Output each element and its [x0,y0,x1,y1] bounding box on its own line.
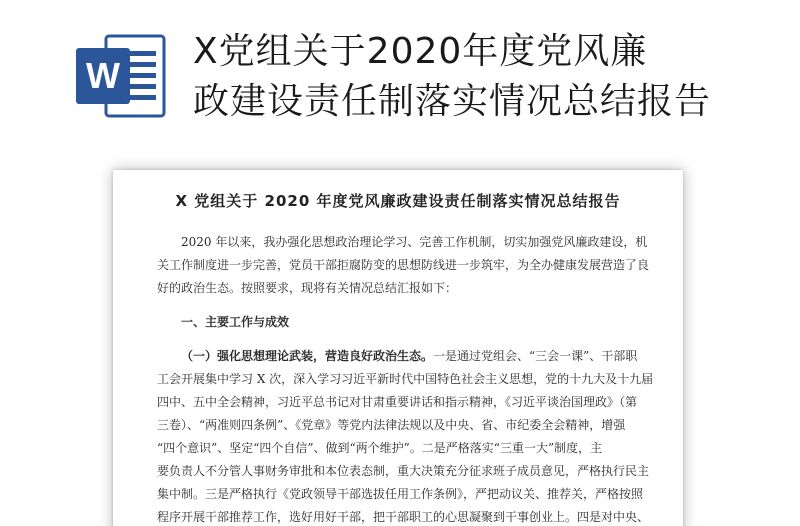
body-paragraph [157,345,654,526]
document-heading-line-1: X党组关于2020年度党风廉 [193,31,648,72]
document-page-preview [113,170,683,526]
word-icon [76,34,166,118]
word-icon-letter: W [86,55,120,96]
intro-paragraph [157,231,650,300]
body-line: 四中、五中全会精神，习近平总书记对甘肃重要讲话和指示精神，《习近平谈治国理政》（第 [157,395,638,409]
body-line [157,345,645,368]
page-title: X 党组关于 2020 年度党风廉政建设责任制落实情况总结报告 [175,192,621,210]
body-line: 三卷）、“两准则四条例”、《党章》等党内法律法规以及中央、省、市纪委全会精神，增强 [157,418,626,432]
body-line-rest: 一是通过党组会、“三会一课”、干部职 [433,349,638,363]
body-line: 集中制。三是严格执行《党政领导干部选拔任用工作条例》，严把动议关、推荐关，严格按照 [157,487,644,501]
body-line: 工会开展集中学习 X 次，深入学习习近平新时代中国特色社会主义思想，党的十九大及十九届 [157,372,654,386]
body-line: 程序开展干部推荐工作，选好用好干部，把干部职工的心思凝聚到干事创业上。四是对中央、 [157,510,650,524]
header [0,0,800,150]
document-heading [193,27,793,127]
intro-line: 2020 年以来，我办强化思想政治理论学习、完善工作机制，切实加强党风廉政建设，机 [181,235,648,249]
document-heading-line-2: 政建设责任制落实情况总结报告 [193,81,712,122]
body-line: “四个意识”、坚定“四个自信”、做到“两个维护”。二是严格落实“三重一大”制度，主 [157,441,603,455]
intro-line: 关工作制度进一步完善，党员干部拒腐防变的思想防线进一步筑牢，为全办健康发展营造了良 [157,258,650,272]
page-content [157,190,654,526]
body-line: 要负责人不分管人事财务审批和本位表态制，重大决策充分征求班子成员意见，严格执行民主 [157,464,650,478]
section-heading: 一、主要工作与成效 [181,315,290,329]
intro-line: 好的政治生态。按照要求，现将有关情况总结汇报如下： [157,281,458,295]
paragraph-lead: （一）强化思想理论武装，营造良好政治生态。 [181,349,434,363]
